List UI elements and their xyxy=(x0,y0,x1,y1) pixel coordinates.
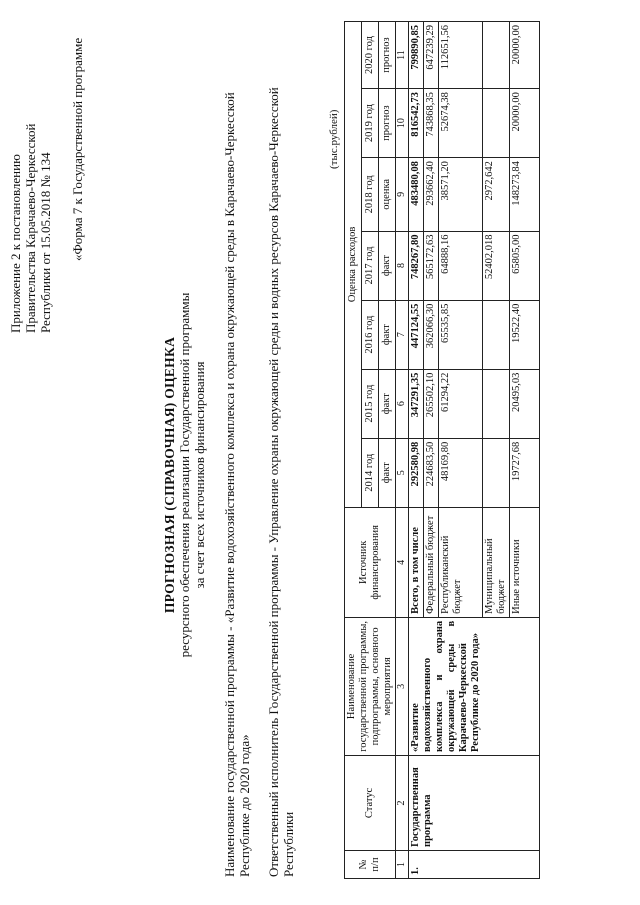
title-line-1: ПРОГНОЗНАЯ (СПРАВОЧНАЯ) ОЦЕНКА xyxy=(162,336,177,614)
kind-header: прогноз xyxy=(379,89,396,158)
column-number: 8 xyxy=(396,231,409,300)
value-cell: 748267,80 xyxy=(409,231,424,300)
column-number-row xyxy=(396,22,409,879)
column-number: 4 xyxy=(396,507,409,617)
appendix-reference xyxy=(8,124,53,334)
appendix-line: Правительства Карачаево-Черкесской xyxy=(23,123,38,333)
value-cell: 743868,35 xyxy=(424,89,439,158)
column-number: 9 xyxy=(396,158,409,231)
title-line-3: за счет всех источников финансирования xyxy=(192,361,207,589)
value-cell: 38571,20 xyxy=(439,158,483,231)
column-number: 1 xyxy=(396,850,409,878)
header-row-1 xyxy=(345,22,362,879)
kind-header: прогноз xyxy=(379,22,396,89)
value-cell: 20495,03 xyxy=(510,369,540,438)
column-number: 7 xyxy=(396,300,409,369)
column-number: 11 xyxy=(396,22,409,89)
value-cell: 347291,35 xyxy=(409,369,424,438)
value-cell: 292580,98 xyxy=(409,438,424,507)
table-row-total xyxy=(409,22,424,879)
year-header: 2019 год xyxy=(362,89,379,158)
value-cell: 64888,16 xyxy=(439,231,483,300)
value-cell: 265502,10 xyxy=(424,369,439,438)
source-label: Республиканский бюджет xyxy=(439,507,483,617)
value-cell: 647239,29 xyxy=(424,22,439,89)
responsible-executor: Ответственный исполнитель Государственной программы - Управление охраны окружающей среды и водных ресурсов Карачаево-Черкесской Республики xyxy=(266,87,296,877)
value-cell: 52402,018 xyxy=(483,231,510,300)
value-cell: 2972,642 xyxy=(483,158,510,231)
kind-header: факт xyxy=(379,231,396,300)
kind-header: факт xyxy=(379,300,396,369)
year-header: 2017 год xyxy=(362,231,379,300)
value-cell: 447124,55 xyxy=(409,300,424,369)
value-cell: 799890,85 xyxy=(409,22,424,89)
expense-table xyxy=(344,21,540,879)
header-name: Наименование государственной программы, подпрограммы, основного мероприятия xyxy=(345,617,396,755)
row-program-name: «Развитие водохозяйственного комплекса и охрана окружающей среды в Карачаево-Черкесской Республике до 2020 года» xyxy=(409,617,540,755)
value-cell: 362066,30 xyxy=(424,300,439,369)
value-cell: 565172,63 xyxy=(424,231,439,300)
column-number: 2 xyxy=(396,755,409,850)
row-status: Государственная программа xyxy=(409,755,540,850)
source-label: Муниципальный бюджет xyxy=(483,507,510,617)
value-cell: 19522,40 xyxy=(510,300,540,369)
source-label: Всего, в том числе xyxy=(409,507,424,617)
header-estimate: Оценка расходов xyxy=(345,22,362,508)
value-cell: 148273,84 xyxy=(510,158,540,231)
value-cell: 20000,00 xyxy=(510,22,540,89)
appendix-line: Республики от 15.05.2018 № 134 xyxy=(38,152,53,333)
value-cell: 52674,38 xyxy=(439,89,483,158)
value-cell: 65535,85 xyxy=(439,300,483,369)
source-label: Федеральный бюджет xyxy=(424,507,439,617)
column-number: 3 xyxy=(396,617,409,755)
program-name: Наименование государственной программы - «Развитие водохозяйственного комплекса и охрана окружающей среды в Карачаево-Черкесской Республике до 2020 года» xyxy=(222,92,252,877)
value-cell xyxy=(483,300,510,369)
kind-header: факт xyxy=(379,438,396,507)
value-cell: 19727,68 xyxy=(510,438,540,507)
value-cell: 20000,00 xyxy=(510,89,540,158)
year-header: 2018 год xyxy=(362,158,379,231)
value-cell: 65805,00 xyxy=(510,231,540,300)
value-cell: 112651,56 xyxy=(439,22,483,89)
column-number: 5 xyxy=(396,438,409,507)
value-cell xyxy=(483,369,510,438)
source-label: Иные источники xyxy=(510,507,540,617)
column-number: 10 xyxy=(396,89,409,158)
document-title xyxy=(162,165,207,785)
form-note: «Форма 7 к Государственной программе xyxy=(70,37,85,261)
value-cell xyxy=(483,438,510,507)
value-cell xyxy=(483,22,510,89)
row-num: 1. xyxy=(409,850,540,878)
year-header: 2020 год xyxy=(362,22,379,89)
header-num: № п/п xyxy=(345,850,396,878)
year-header: 2015 год xyxy=(362,369,379,438)
value-cell: 483480,08 xyxy=(409,158,424,231)
value-cell: 48169,80 xyxy=(439,438,483,507)
year-header: 2016 год xyxy=(362,300,379,369)
value-cell: 224683,50 xyxy=(424,438,439,507)
title-line-2: ресурсного обеспечения реализации Государственной программы xyxy=(177,292,192,658)
kind-header: факт xyxy=(379,369,396,438)
value-cell: 61294,22 xyxy=(439,369,483,438)
header-source: Источник финансирования xyxy=(345,507,396,617)
appendix-line: Приложение 2 к постановлению xyxy=(8,154,23,333)
header-status: Статус xyxy=(345,755,396,850)
kind-header: оценка xyxy=(379,158,396,231)
column-number: 6 xyxy=(396,369,409,438)
value-cell: 293662,40 xyxy=(424,158,439,231)
value-cell: 816542,73 xyxy=(409,89,424,158)
value-cell xyxy=(483,89,510,158)
year-header: 2014 год xyxy=(362,438,379,507)
units-label: (тыс.рублей) xyxy=(328,109,340,169)
